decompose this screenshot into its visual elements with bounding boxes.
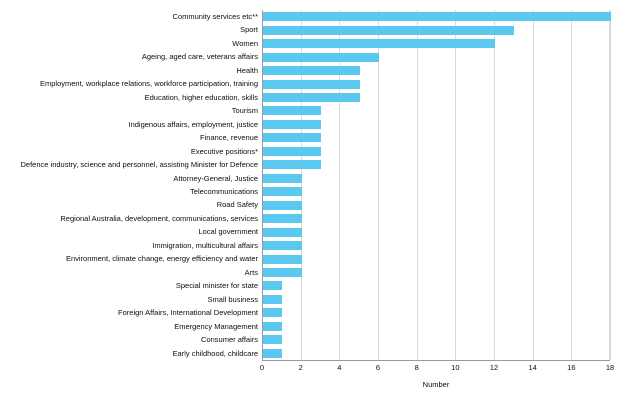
bar-category-label: Attorney-General, Justice xyxy=(173,173,258,183)
bar-category-label: Telecommunications xyxy=(190,187,258,196)
bar-category-label: Community services etc** xyxy=(172,12,258,21)
bar xyxy=(263,228,302,237)
bar xyxy=(263,53,379,62)
x-tick-label: 16 xyxy=(567,363,576,372)
x-tick-label: 18 xyxy=(605,363,615,372)
bar-row xyxy=(0,306,624,319)
bar xyxy=(263,214,302,223)
x-tick-label: 10 xyxy=(451,363,460,372)
bar-category-label: Education, higher education, skills xyxy=(144,92,258,102)
bar-category-label: Environment, climate change, energy efficiency and water xyxy=(65,254,258,264)
x-tick-label: 6 xyxy=(375,363,381,372)
bar xyxy=(263,322,282,331)
bar-row xyxy=(0,320,624,333)
bar-category-label: Indigenous affairs, employment, justice xyxy=(128,119,258,129)
bar-category-label: Health xyxy=(236,65,258,75)
bar xyxy=(263,26,514,35)
bar xyxy=(263,39,495,48)
bar xyxy=(263,308,282,317)
x-axis-title: Number xyxy=(422,380,450,389)
bar-row xyxy=(0,172,624,185)
bar-category-label: Local government xyxy=(198,227,258,237)
bar xyxy=(263,80,360,89)
bar-rows xyxy=(0,10,624,360)
bar-row xyxy=(0,333,624,346)
x-tick-label: 2 xyxy=(298,363,303,372)
bar-category-label: Women xyxy=(232,38,258,48)
bar-category-label: Consumer affairs xyxy=(201,335,258,345)
bar-category-label: Regional Australia, development, communications, services xyxy=(60,213,258,223)
bar-row xyxy=(0,37,624,50)
bar xyxy=(263,120,321,129)
x-tick-label: 12 xyxy=(489,363,499,372)
bar-category-label: Ageing, aged care, veterans affairs xyxy=(141,52,258,62)
bar-row xyxy=(0,118,624,131)
bar-row xyxy=(0,50,624,63)
bar xyxy=(263,349,282,358)
bar-category-label: Sport xyxy=(240,25,258,35)
bar xyxy=(263,12,611,21)
bar-row xyxy=(0,293,624,306)
bar-row xyxy=(0,239,624,252)
bar-row xyxy=(0,185,624,198)
bar xyxy=(263,187,302,196)
bar-row xyxy=(0,145,624,158)
bar xyxy=(263,106,321,115)
bar xyxy=(263,241,302,250)
bar-category-label: Immigration, multicultural affairs xyxy=(152,240,258,250)
bar-category-label: Arts xyxy=(244,267,258,277)
bar-row xyxy=(0,64,624,77)
bar-row xyxy=(0,158,624,171)
x-tick-label: 14 xyxy=(528,363,537,372)
bar-row xyxy=(0,23,624,36)
bar-category-label: Foreign Affairs, International Development xyxy=(118,308,258,318)
bar-row xyxy=(0,10,624,23)
bar-category-label: Small business xyxy=(207,294,258,304)
bar xyxy=(263,335,282,344)
bar-category-label: Special minister for state xyxy=(175,281,258,291)
x-tick-label: 8 xyxy=(414,363,419,372)
bar-category-label: Road Safety xyxy=(216,200,258,210)
bar xyxy=(263,174,302,183)
bar-category-label: Executive positions* xyxy=(190,146,258,156)
bar-row xyxy=(0,77,624,90)
bar-row xyxy=(0,104,624,117)
bar xyxy=(263,201,302,210)
bar-row xyxy=(0,225,624,238)
bar-category-label: Defence industry, science and personnel, assisting Minister for Defence xyxy=(20,160,258,170)
bar-category-label: Emergency Management xyxy=(174,321,258,331)
bar-row xyxy=(0,266,624,279)
bar-category-label: Employment, workplace relations, workforce participation, training xyxy=(39,79,258,89)
bar xyxy=(263,268,302,277)
x-tick-label: 0 xyxy=(259,363,265,372)
bar xyxy=(263,66,360,75)
bar-category-label: Finance, revenue xyxy=(200,133,258,143)
bar-row xyxy=(0,91,624,104)
bar-row xyxy=(0,198,624,211)
x-axis-tick-labels xyxy=(0,363,624,377)
bar xyxy=(263,147,321,156)
bar-row xyxy=(0,131,624,144)
x-axis-line xyxy=(262,360,610,361)
bar-row xyxy=(0,212,624,225)
bar xyxy=(263,255,302,264)
bar xyxy=(263,281,282,290)
bar xyxy=(263,133,321,142)
bar-row xyxy=(0,347,624,360)
bar-category-label: Tourism xyxy=(231,106,258,116)
bar-row xyxy=(0,279,624,292)
bar xyxy=(263,93,360,102)
bar xyxy=(263,295,282,304)
bar-category-label: Early childhood, childcare xyxy=(172,348,258,358)
bar-row xyxy=(0,252,624,265)
x-tick-label: 4 xyxy=(337,363,342,372)
bar xyxy=(263,160,321,169)
